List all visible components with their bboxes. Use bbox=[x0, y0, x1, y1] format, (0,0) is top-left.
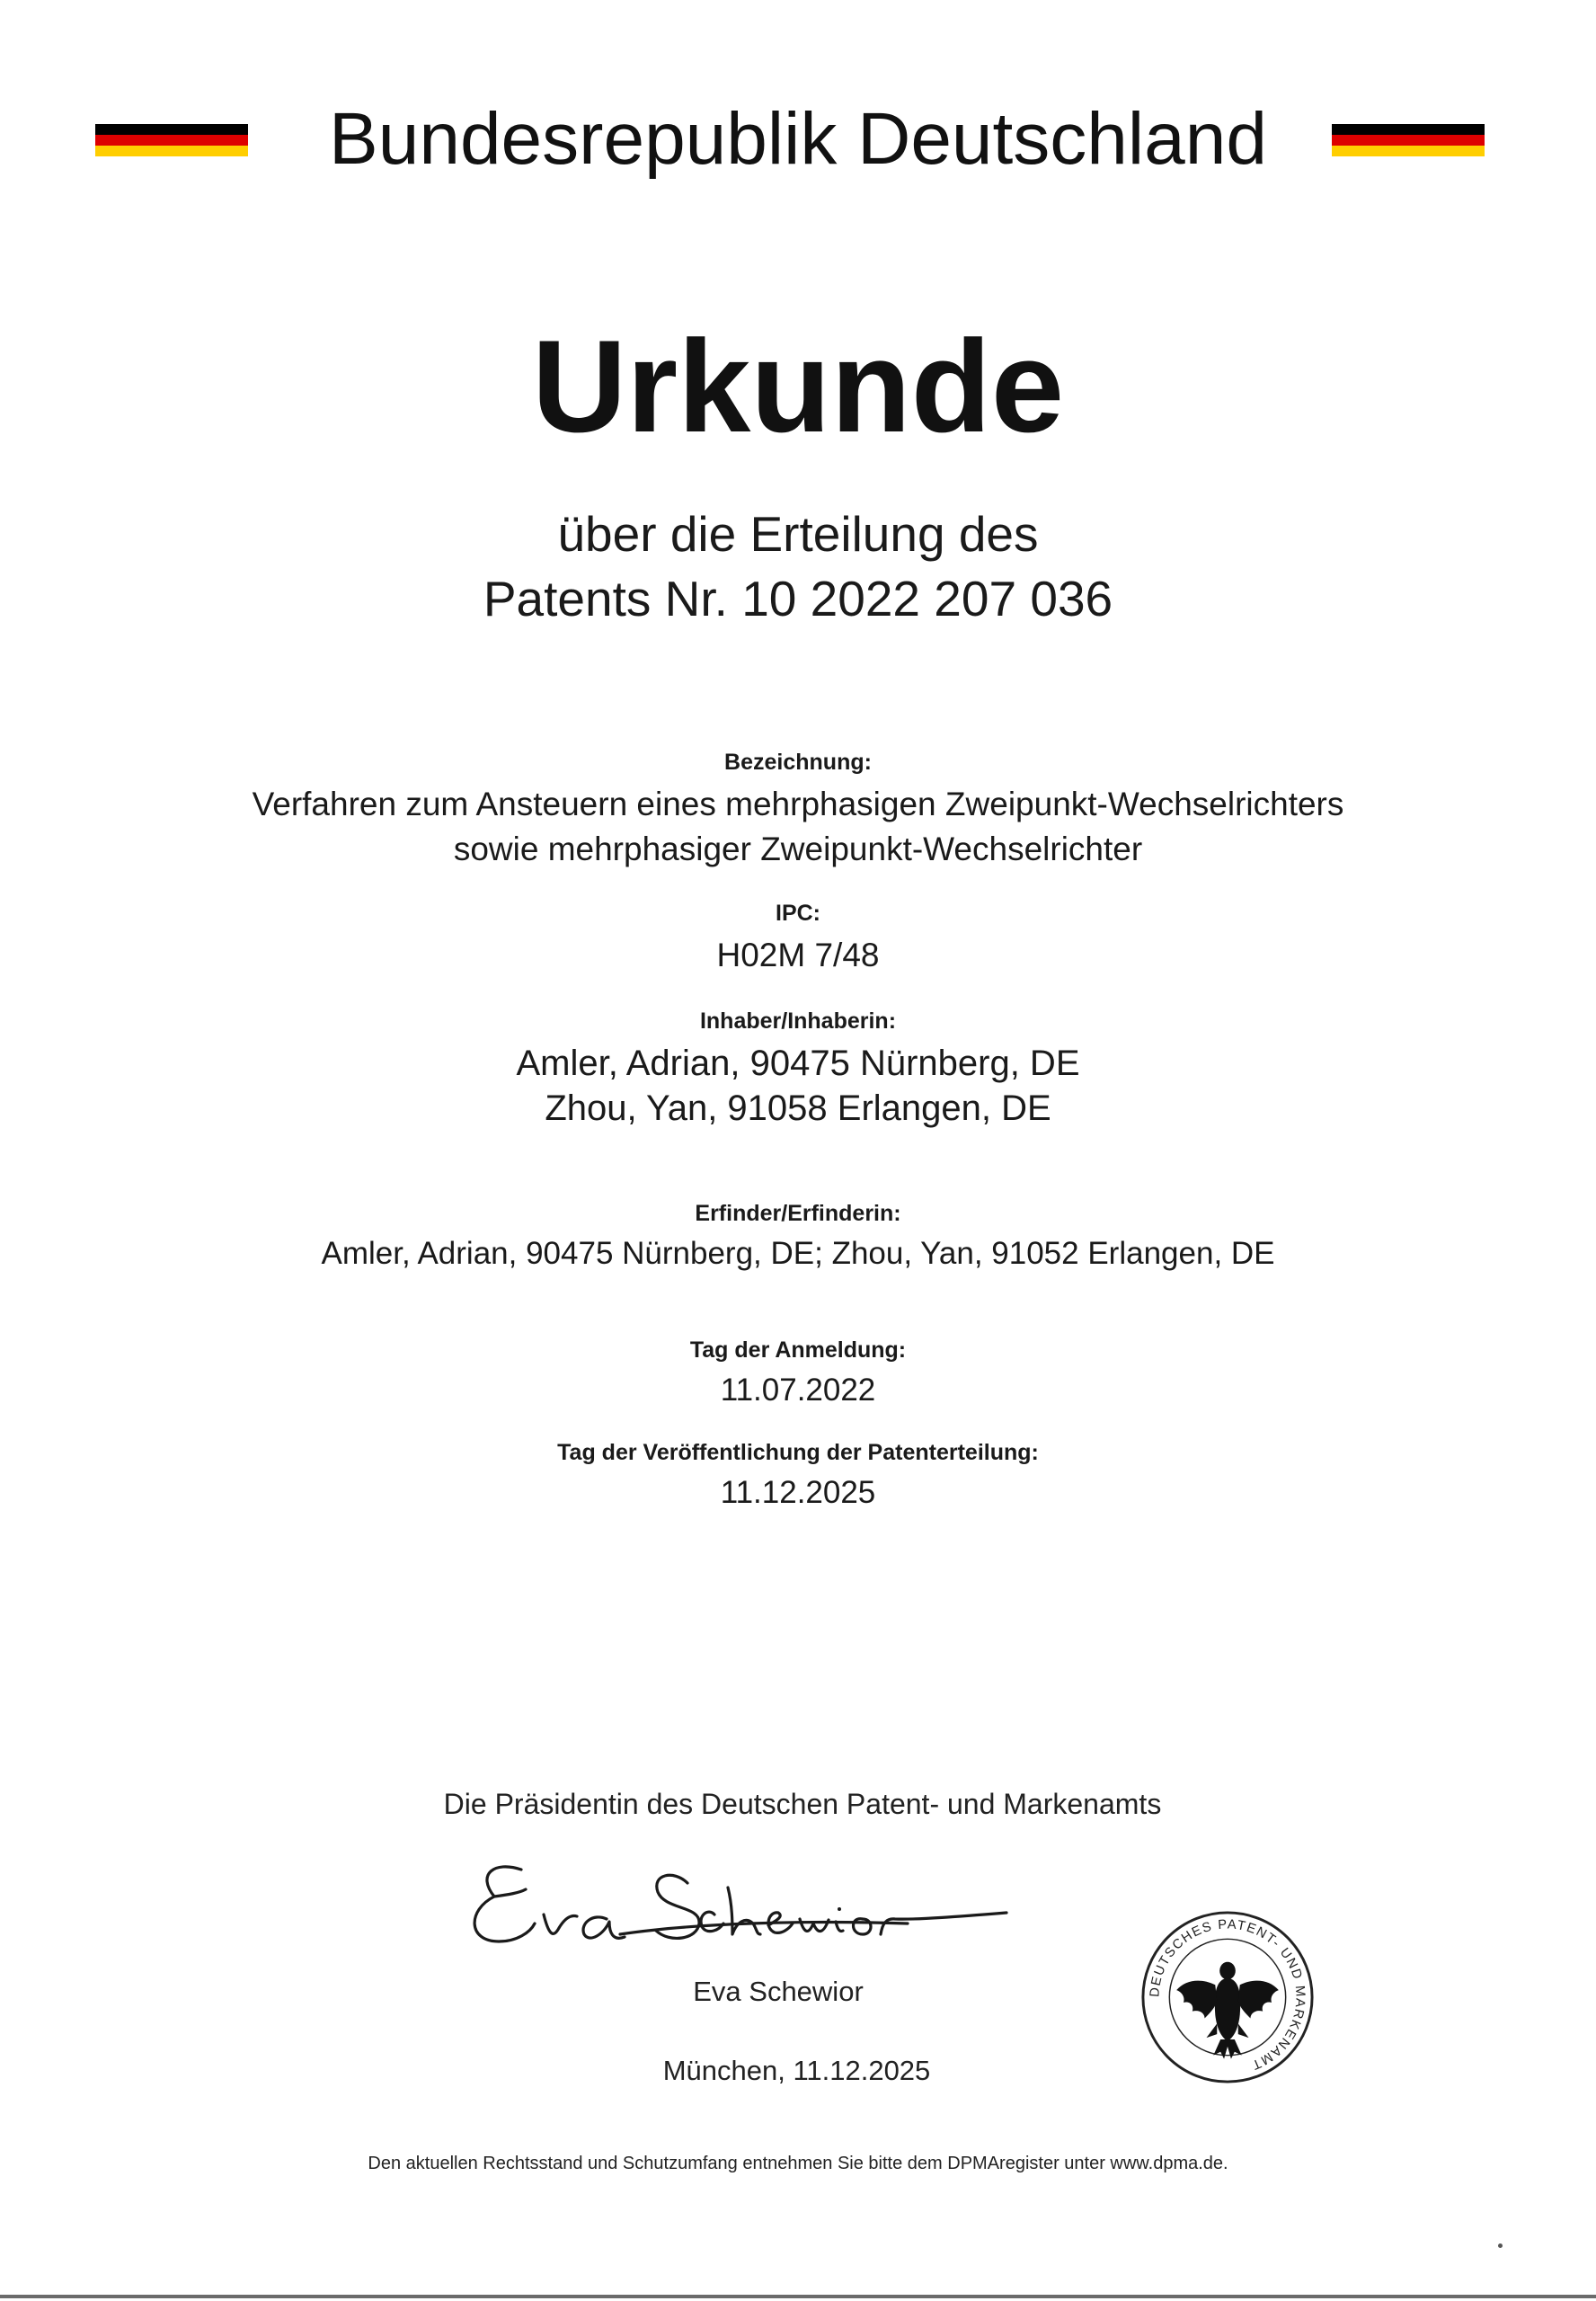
bezeichnung-label: Bezeichnung: bbox=[724, 750, 872, 775]
subtitle-line-2: Patents Nr. 10 2022 207 036 bbox=[483, 571, 1113, 626]
anmeldung-value: 11.07.2022 bbox=[720, 1373, 876, 1408]
document-title: Urkunde bbox=[531, 313, 1065, 459]
section-anmeldung bbox=[0, 1336, 1596, 1411]
ipc-value: H02M 7/48 bbox=[716, 937, 880, 973]
subtitle-line-1: über die Erteilung des bbox=[557, 506, 1039, 562]
scan-artifact bbox=[1498, 2243, 1503, 2248]
bottom-border bbox=[0, 2295, 1596, 2298]
erfinder-label: Erfinder/Erfinderin: bbox=[695, 1201, 901, 1226]
bezeichnung-line-1: Verfahren zum Ansteuern eines mehrphasigen Zweipunkt-Wechselrichters bbox=[252, 786, 1344, 822]
bezeichnung-line-2: sowie mehrphasiger Zweipunkt-Wechselrichter bbox=[453, 831, 1143, 867]
official-seal-icon bbox=[1139, 1909, 1316, 2085]
german-flag-right-icon bbox=[1332, 124, 1485, 156]
inhaber-line-1: Amler, Adrian, 90475 Nürnberg, DE bbox=[516, 1044, 1080, 1083]
seal-text: DEUTSCHES PATENT- UND MARKENAMT bbox=[1148, 1917, 1308, 2073]
erfinder-value: Amler, Adrian, 90475 Nürnberg, DE; Zhou, Yan, 91052 Erlangen, DE bbox=[321, 1236, 1275, 1271]
signer-name: Eva Schewior bbox=[693, 1976, 864, 2007]
section-erfinder bbox=[0, 1199, 1596, 1275]
inhaber-line-2: Zhou, Yan, 91058 Erlangen, DE bbox=[545, 1088, 1051, 1128]
document-subtitle bbox=[0, 502, 1596, 631]
signature-image bbox=[458, 1834, 1105, 1986]
anmeldung-label: Tag der Anmeldung: bbox=[689, 1337, 907, 1363]
section-veroeffentlichung bbox=[0, 1438, 1596, 1514]
inhaber-label: Inhaber/Inhaberin: bbox=[699, 1008, 897, 1034]
place-date: München, 11.12.2025 bbox=[662, 2055, 931, 2086]
president-line: Die Präsidentin des Deutschen Patent- und Markenamts bbox=[443, 1788, 1162, 1820]
ipc-label: IPC: bbox=[776, 901, 820, 926]
section-inhaber bbox=[0, 1007, 1596, 1131]
footer-note: Den aktuellen Rechtsstand und Schutzumfang entnehmen Sie bitte dem DPMAregister unter www.dpma.de. bbox=[368, 2154, 1228, 2173]
veroeffentlichung-value: 11.12.2025 bbox=[720, 1475, 876, 1510]
section-ipc bbox=[0, 899, 1596, 978]
veroeffentlichung-label: Tag der Veröffentlichung der Patenterteilung: bbox=[557, 1440, 1039, 1465]
header bbox=[0, 90, 1596, 189]
country-title: Bundesrepublik Deutschland bbox=[329, 98, 1267, 180]
section-bezeichnung bbox=[0, 748, 1596, 872]
